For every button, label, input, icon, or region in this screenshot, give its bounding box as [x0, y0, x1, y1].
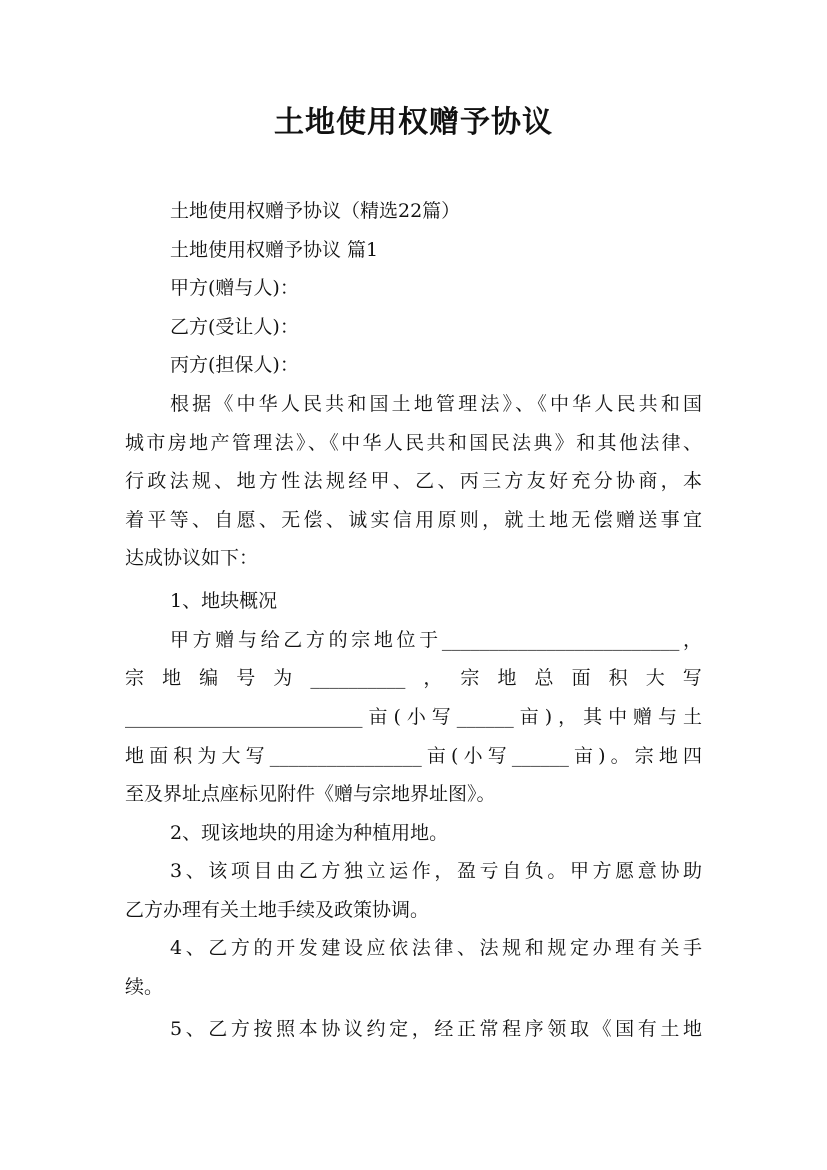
- item-4-line-2: 续。: [125, 976, 164, 998]
- section-1-line-5: 至及界址点座标见附件《赠与宗地界址图》。: [125, 783, 496, 805]
- s1-line2-char: 总: [534, 667, 554, 689]
- s1-line2-char: ，: [423, 667, 443, 689]
- party-c-line: 丙方(担保人)：: [170, 354, 299, 376]
- s1-line2-char: 积: [608, 667, 628, 689]
- s1-line2-char: 编: [199, 667, 219, 689]
- document-title: 土地使用权赠予协议: [274, 105, 553, 140]
- s1-line2-char: 宗: [460, 667, 480, 689]
- section-1-line-2: [125, 660, 702, 696]
- party-b-line: 乙方(受让人)：: [170, 316, 299, 338]
- s1-line2-char: 面: [571, 667, 591, 689]
- intro-paragraph-line-4: 着平等、自愿、无偿、诚实信用原则，就土地无偿赠送事宜: [125, 509, 702, 531]
- party-a-line: 甲方(赠与人)：: [170, 277, 299, 299]
- s1-line2-char: 地: [162, 667, 182, 689]
- section-1-heading: 1、地块概况: [170, 590, 278, 612]
- item-3-line-1: 3、该项目由乙方独立运作，盈亏自负。甲方愿意协助: [170, 860, 702, 882]
- document-subtitle: 土地使用权赠予协议（精选22篇）: [170, 200, 461, 222]
- section-1-line-3: _________________________亩(小写______亩)，其中赠与土: [125, 706, 702, 728]
- intro-paragraph-line-2: 城市房地产管理法》、《中华人民共和国民法典》和其他法律、: [125, 432, 702, 454]
- s1-line2-char: 号: [236, 667, 256, 689]
- parcel-number-blank: __________: [310, 667, 406, 689]
- s1-line2-char: 地: [497, 667, 517, 689]
- part-heading: 土地使用权赠予协议 篇1: [170, 239, 379, 261]
- item-4-line-1: 4、乙方的开发建设应依法律、法规和规定办理有关手: [170, 937, 702, 959]
- item-5-line-1: 5、乙方按照本协议约定，经正常程序领取《国有土地: [170, 1018, 702, 1040]
- section-1-line-4: 地面积为大写________________亩(小写______亩)。宗地四: [125, 745, 702, 767]
- item-2: 2、现该地块的用途为种植用地。: [170, 822, 449, 844]
- s1-line2-char: 为: [273, 667, 293, 689]
- section-1-line-1: 甲方赠与给乙方的宗地位于_________________________，: [170, 629, 702, 651]
- s1-line2-char: 大: [645, 667, 665, 689]
- intro-paragraph-line-1: 根据《中华人民共和国土地管理法》、《中华人民共和国: [170, 393, 702, 415]
- s1-line2-char: 写: [682, 667, 702, 689]
- item-3-line-2: 乙方办理有关土地手续及政策协调。: [125, 899, 430, 921]
- intro-paragraph-line-5: 达成协议如下：: [125, 547, 259, 569]
- intro-paragraph-line-3: 行政法规、地方性法规经甲、乙、丙三方友好充分协商，本: [125, 470, 702, 492]
- s1-line2-char: 宗: [125, 667, 145, 689]
